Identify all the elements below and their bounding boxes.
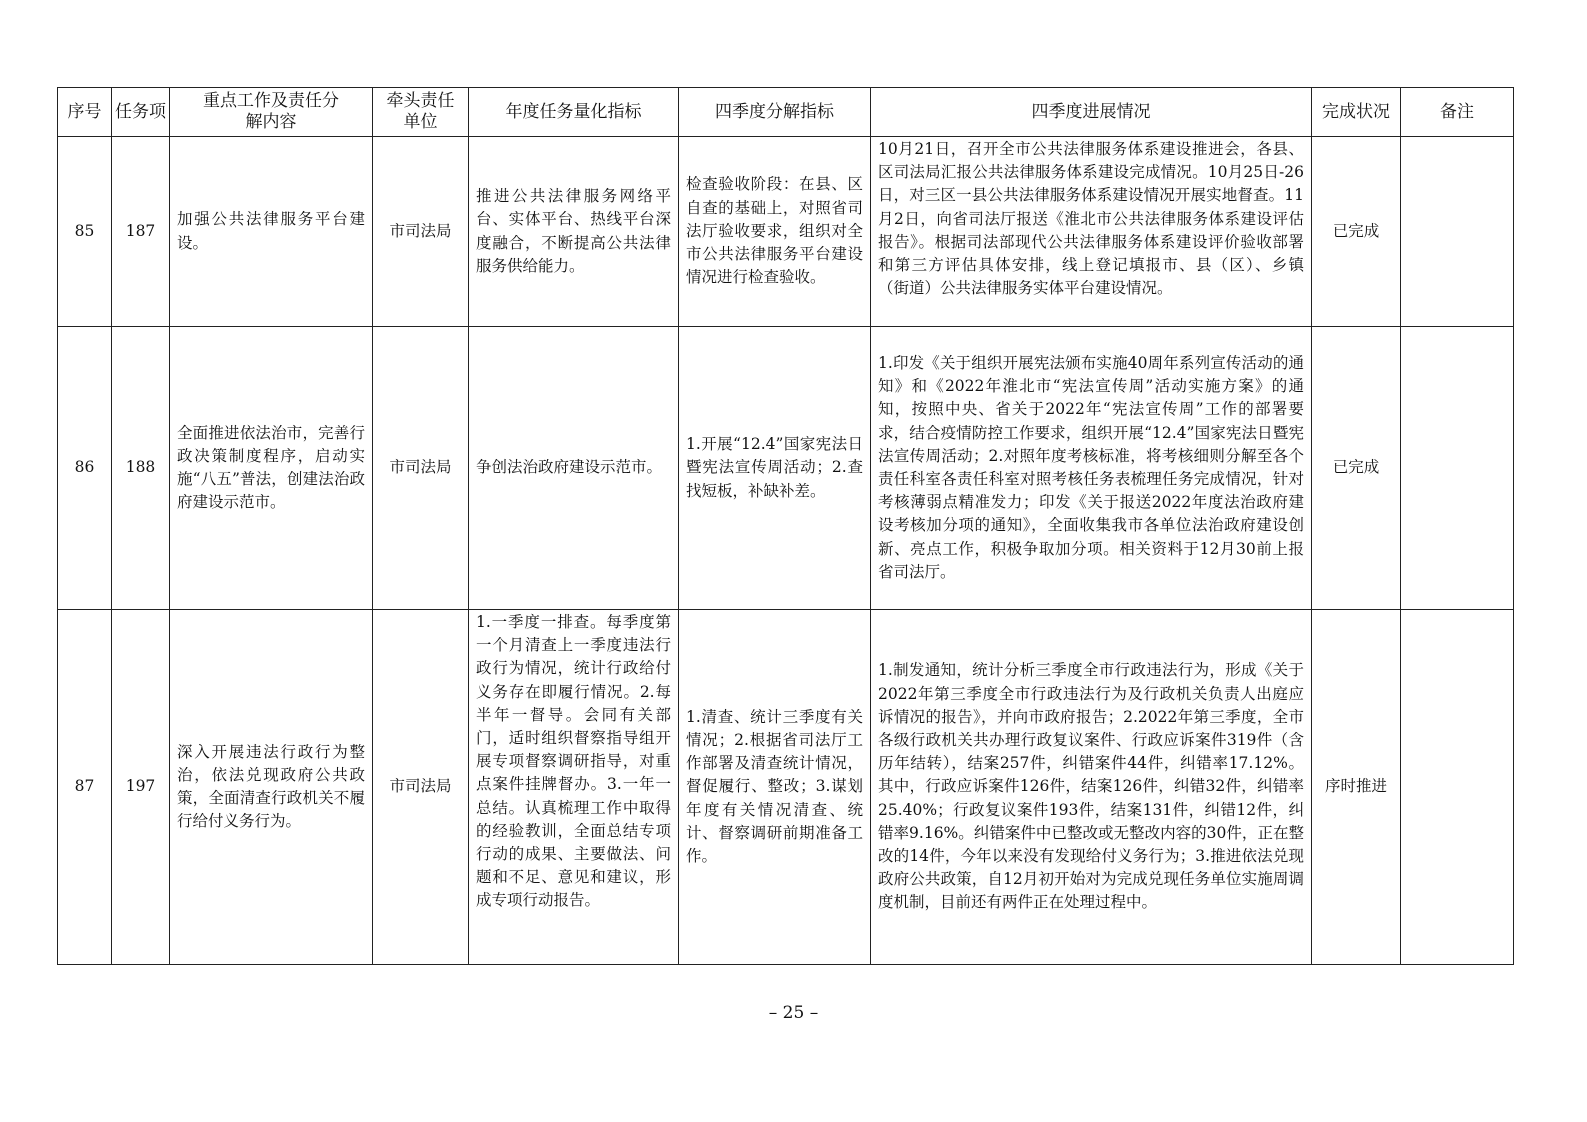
table-row — [58, 137, 1514, 327]
page-number: – 25 – — [768, 1003, 819, 1023]
cell-seq: 85 — [58, 137, 112, 327]
cell-annual: 1.一季度一排查。每季度第一个月清查上一季度违法行政行为情况，统计行政给付义务存在即履行情况。2.每半年一督导。会同有关部门，适时组织督察指导组开展专项督察调研指导，对重点案件挂牌督办。3.一年一总结。认真梳理工作中取得的经验教训，全面总结专项行动的成果、主要做法、问题和不足、意见和建议，形成专项行动报告。 — [469, 610, 679, 965]
cell-task: 197 — [112, 610, 170, 965]
cell-content: 加强公共法律服务平台建设。 — [170, 137, 373, 327]
cell-annual: 推进公共法律服务网络平台、实体平台、热线平台深度融合，不断提高公共法律服务供给能力。 — [469, 137, 679, 327]
cell-unit: 市司法局 — [373, 327, 469, 610]
table-row — [58, 610, 1514, 965]
header-unit: 牵头责任单位 — [373, 88, 469, 137]
cell-content: 全面推进依法治市，完善行政决策制度程序，启动实施“八五”普法，创建法治政府建设示范市。 — [170, 327, 373, 610]
header-status: 完成状况 — [1312, 88, 1401, 137]
cell-q4-progress: 1.印发《关于组织开展宪法颁布实施40周年系列宣传活动的通知》和《2022年淮北市“宪法宣传周”活动实施方案》的通知，按照中央、省关于2022年“宪法宣传周”工作的部署要求，结合疫情防控工作要求，组织开展“12.4”国家宪法日暨宪法宣传周活动；2.对照年度考核标准，将考核细则分解至各个责任科室各责任科室对照考核任务表梳理任务完成情况，针对考核薄弱点精准发力；印发《关于报送2022年度法治政府建设考核加分项的通知》，全面收集我市各单位法治政府建设创新、亮点工作，积极争取加分项。相关资料于12月30前上报省司法厅。 — [871, 327, 1312, 610]
task-progress-table — [57, 87, 1514, 965]
cell-seq: 87 — [58, 610, 112, 965]
cell-unit: 市司法局 — [373, 610, 469, 965]
header-task: 任务项 — [112, 88, 170, 137]
cell-q4-target: 1.开展“12.4”国家宪法日暨宪法宣传周活动；2.查找短板，补缺补差。 — [679, 327, 871, 610]
table-row — [58, 327, 1514, 610]
cell-q4-target: 检查验收阶段：在县、区自查的基础上，对照省司法厅验收要求，组织对全市公共法律服务平台建设情况进行检查验收。 — [679, 137, 871, 327]
header-note: 备注 — [1401, 88, 1514, 137]
cell-status: 已完成 — [1312, 327, 1401, 610]
header-content: 重点工作及责任分解内容 — [170, 88, 373, 137]
cell-unit: 市司法局 — [373, 137, 469, 327]
header-seq: 序号 — [58, 88, 112, 137]
cell-seq: 86 — [58, 327, 112, 610]
cell-q4-progress: 10月21日，召开全市公共法律服务体系建设推进会，各县、区司法局汇报公共法律服务体系建设完成情况。10月25日-26日，对三区一县公共法律服务体系建设情况开展实地督查。11月2日，向省司法厅报送《淮北市公共法律服务体系建设评估报告》。根据司法部现代公共法律服务体系建设评价验收部署和第三方评估具体安排，线上登记填报市、县（区）、乡镇（街道）公共法律服务实体平台建设情况。 — [871, 137, 1312, 327]
cell-q4-target: 1.清查、统计三季度有关情况；2.根据省司法厅工作部署及清查统计情况，督促履行、整改；3.谋划年度有关情况清查、统计、督察调研前期准备工作。 — [679, 610, 871, 965]
header-annual: 年度任务量化指标 — [469, 88, 679, 137]
cell-task: 188 — [112, 327, 170, 610]
header-q4-target: 四季度分解指标 — [679, 88, 871, 137]
cell-task: 187 — [112, 137, 170, 327]
cell-status: 已完成 — [1312, 137, 1401, 327]
cell-annual: 争创法治政府建设示范市。 — [469, 327, 679, 610]
cell-note — [1401, 610, 1514, 965]
header-q4-progress: 四季度进展情况 — [871, 88, 1312, 137]
cell-q4-progress: 1.制发通知，统计分析三季度全市行政违法行为，形成《关于2022年第三季度全市行政违法行为及行政机关负责人出庭应诉情况的报告》，并向市政府报告；2.2022年第三季度，全市各级行政机关共办理行政复议案件、行政应诉案件319件（含历年结转），结案257件，纠错案件44件，纠错率17.12%。其中，行政应诉案件126件，结案126件，纠错32件，纠错率25.40%；行政复议案件193件，结案131件，纠错12件，纠错率9.16%。纠错案件中已整改或无整改内容的30件，正在整改的14件，今年以来没有发现给付义务行为；3.推进依法兑现政府公共政策，自12月初开始对为完成兑现任务单位实施周调度机制，目前还有两件正在处理过程中。 — [871, 610, 1312, 965]
cell-content: 深入开展违法行政行为整治，依法兑现政府公共政策，全面清查行政机关不履行给付义务行为。 — [170, 610, 373, 965]
cell-status: 序时推进 — [1312, 610, 1401, 965]
cell-note — [1401, 137, 1514, 327]
cell-note — [1401, 327, 1514, 610]
table-header-row — [58, 88, 1514, 137]
